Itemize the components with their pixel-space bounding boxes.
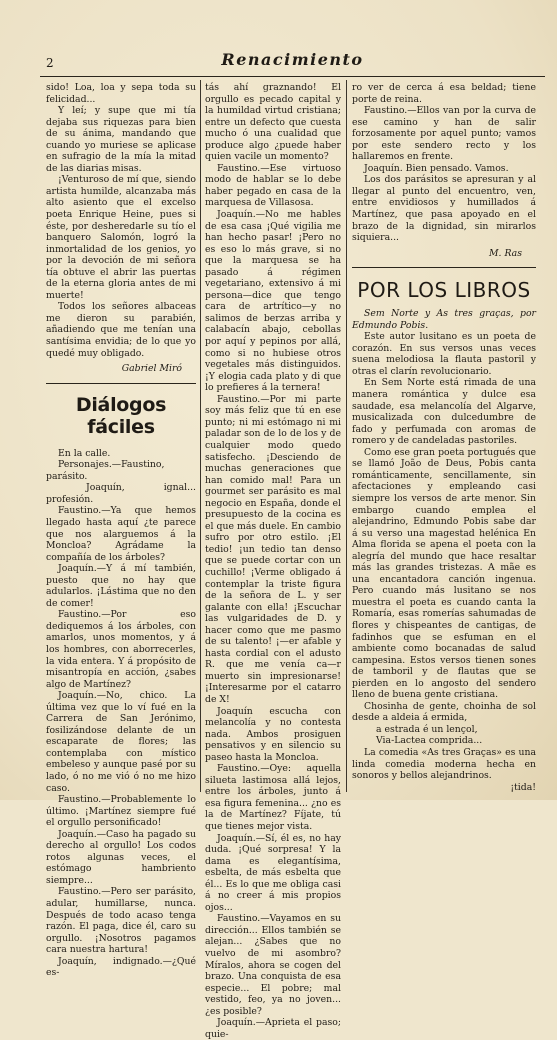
dialogue-line: Faustino.—Ese virtuoso modo de hablar se lo debe haber pegado en casa de la marquesa de Villasosa. [205,162,341,209]
verse-line: a estrada é un lençol, [376,723,478,735]
dialogue-line: Joaquín.—No me hables de esa casa ¡Qué vigilia me han hecho pasar! ¡Pero no es eso lo más grave, si no que la marquesa se ha pasado á régimen vegetariano, extensivo á mi persona—dice que tengo cara de artrítico—y no salimos de berzas arriba y calabacín abajo, cebollas por aquí y pepinos por allá, como si no hubiese otros vegetales más distinguidos. ¡Y elogia cada plato y di que lo prefieres á la ternera! [205,209,341,394]
stage-direction: Joaquín escucha con melancolía y no contesta nada. Ambos prosiguen pensativos y en silencio su paseo hasta la Moncloa. [205,705,341,763]
column-divider [346,80,347,792]
review-paragraph: Como ese gran poeta portugués que se llamó João de Deus, Pobis canta románticamente, sencillamente, sin afectaciones y empleando casi siempre los versos de arte menor. Sin embargo cuando emplea el alejandrino, Edmundo Pobis sabe dar á su verso una magestad helénica En Alma florida se apena el poeta con la alegría del mundo que hace resaltar más las grandes tristezas. A mãe es una encantadora canción ingenua. Pero cuando más lusitano se nos muestra el poeta es cuando canta la Romaría, esas romerías sahumadas de flores y chispeantes de cantigas, de fadinhos que se esfuman en el ambiente como bocanadas de salud campesina. Estos versos tienen sones de tamboril y de flautas que se pierden en lo angosto del sendero lleno de buena gente cristiana. [352,446,536,701]
dialogue-line: Joaquín.—Caso ha pagado su derecho al orgullo! Los codos rotos algunas veces, el estómago hambriento siempre... [46,828,196,886]
dialogue-line: Faustino.—Por mi parte soy más feliz que tú en ese punto; ni mi estómago ni mi paladar son de lo de los y de cualquier modo quedo satisfecho. ¡Desciendo de muchas generaciones que han comido mal! Para un gourmet ser parásito es mal negocio en España, donde el presupuesto de la cocina es el que más duele. En cambio sufro por otro estilo. ¡El tedio! ¡un tedio tan denso que se puede cortar con un cuchillo! ¡Verme obligado á contemplar la triste figura de la señora de L. y ser galante con ella! ¡Escuchar las vulgaridades de D. y hacer como que me pasmo de su talento! ¡—er afable y hasta cordial con el adusto R. que me venía ca—r muerto sin impresionarse! ¡Interesarme por el catarro de X! [205,393,341,705]
column-3 [352,82,536,792]
dialogue-line: Faustino.—Probablemente lo último. ¡Martínez siempre fué el orgullo personificado! [46,794,196,829]
page-header [40,50,545,77]
dialogue-line: Faustino.—Oye: aquella silueta lastimosa allá lejos, entre los árboles, junto á esa figura femenina... ¿no es la de Martínez? Fíjate, tú que tienes mejor vista. [205,763,341,832]
paragraph: ¡Venturoso de mí que, siendo artista humilde, alcanzaba más alto asiento que el excelso poeta Enrique Heine, pues si éste, por desheredarle su tío el banquero Salomón, logró la inmortalidad de los genios, yo por la devoción de mi señora tía obtuve el abrir las puertas de la eterna gloria antes de mi muerte! [46,174,196,301]
dialogue-line: Faustino.—Ya que hemos llegado hasta aquí ¿te parece que nos alarguemos á la Moncloa? Agrádame la compañía de los árboles? [46,505,196,563]
column-1 [46,82,196,979]
review-paragraph: En Sem Norte está rimada de una manera romántica y dulce esa saudade, esa melancolía del Algarve, musicalizada con dulcedumbre de fado y perfumada con aromas de romero y de candeladas pastoriles. [352,377,536,447]
page-number: 2 [46,56,54,70]
dialogue-line: Joaquín.—Y á mí también, puesto que no hay que adularlos. ¡Lástima que no den de comer! [46,563,196,609]
cast-list: Personajes.—Faustino, parásito. [46,459,165,482]
dialogue-line: Faustino.—Pero ser parásito, adular, humillarse, nunca. Después de todo acaso tenga razón. El paga, dice él, caro su orgullo. ¡Nosotros pagamos cara nuestra hartura! [46,886,196,956]
paragraph: Todos los señores albaceas me dieron su parabién, añadiendo que me tenían una santísima envidia; de lo que yo quedé muy obligado. [46,301,196,359]
section-rule [46,383,196,384]
verse-line: Chosinha de gente, choinha de sol desde a aldeia á ermida, [352,700,536,724]
dialogue-line: Joaquín.—Sí, él es, no hay duda. ¡Qué sorpresa! Y la dama es elegantísima, esbelta, de más esbelta que él... Es lo que me obliga casi á no creer á mis propios ojos... [205,832,341,913]
dialogue-line: ro ver de cerca á esa beldad; tiene porte de reina. [352,82,536,105]
dialogue-line: Joaquín, indignado.—¿Qué es- [46,955,196,979]
paragraph: sido! Loa, loa y sepa toda su felicidad... [46,82,196,105]
dialogue-line: Faustino.—Ellos van por la curva de ese camino y han de salir forzosamente por aquel punto; vamos por este sendero recto y los hallaremos en frente. [352,105,536,163]
column-divider [200,80,201,792]
scene-note: En la calle. [58,447,111,459]
author-signature: M. Ras [489,247,522,259]
dialogue-line: Joaquín.—Aprieta el paso; quie- [205,1017,341,1040]
verse-line: Via-Lactea comprida... [376,735,483,747]
cast-list: Joaquín, ignal... profesión. [46,482,196,505]
dialogue-line: Joaquín.—No, chico. La última vez que lo ví fué en la Carrera de San Jerónimo, fosilizándose delante de un escaparate de flores; las contemplaba con místico embeleso y aunque pasé por su lado, ó no me vió ó no me hizo caso. [46,690,196,794]
review-paragraph: La comedia «As tres Graças» es una linda comedia moderna hecha en sonoros y bellos alejandrinos. [352,746,536,782]
book-reference: Sem Norte y As tres graças, por Edmundo Pobis. [352,308,536,331]
dialogue-line: Joaquín. Bien pensado. Vamos. [364,162,509,174]
dialogue-line: Faustino.—Por eso dediquemos á los árboles, con amarlos, unos momentos, y á los hombres, con aborrecerles, la vida entera. Y á propósito de misantropía en acción, ¿sabes algo de Martínez? [46,609,196,690]
author-signature: Gabriel Miró [121,363,182,375]
stage-direction: Los dos parásitos se apresuran y al llegar al punto del encuentro, ven, entre envidiosos y humillados á Martínez, que pasa apoyado en el brazo de la dignidad, sin mirarlos siquiera... [352,174,536,244]
column-2 [205,82,341,1040]
dialogue-line: Faustino.—Vayamos en su dirección... Ellos también se alejan... ¿Sabes que no vuelvo de mi asombro? Míralos, ahora se cogen del brazo. Una conquista de esa especie... El pobre; mal vestido, feo, ya no joven... ¿es posible? [205,913,341,1017]
continued-fragment: ¡tida! [510,781,536,793]
section-title: POR LOS LIBROS [357,278,531,303]
dialogue-line: tás ahí graznando! El orgullo es pecado capital y la humildad virtud cristiana; entre un defecto que cuesta mucho ó una cualidad que produce algo ¿puede haber quien vacile un momento? [205,82,341,163]
paragraph: Y leí; y supe que mi tía dejaba sus riquezas para bien de su ánima, mandando que cuando yo muriese se aplicase en sufragio de la mía la mitad de las diarias misas. [46,105,196,174]
section-rule [352,267,536,268]
masthead: Renacimiento [221,50,364,69]
section-title: Diálogos fáciles [75,393,167,438]
review-paragraph: Este autor lusitano es un poeta de corazón. En sus versos unas veces suena melodiosa la flauta pastoril y otras el clarín revolucionario. [352,331,536,377]
